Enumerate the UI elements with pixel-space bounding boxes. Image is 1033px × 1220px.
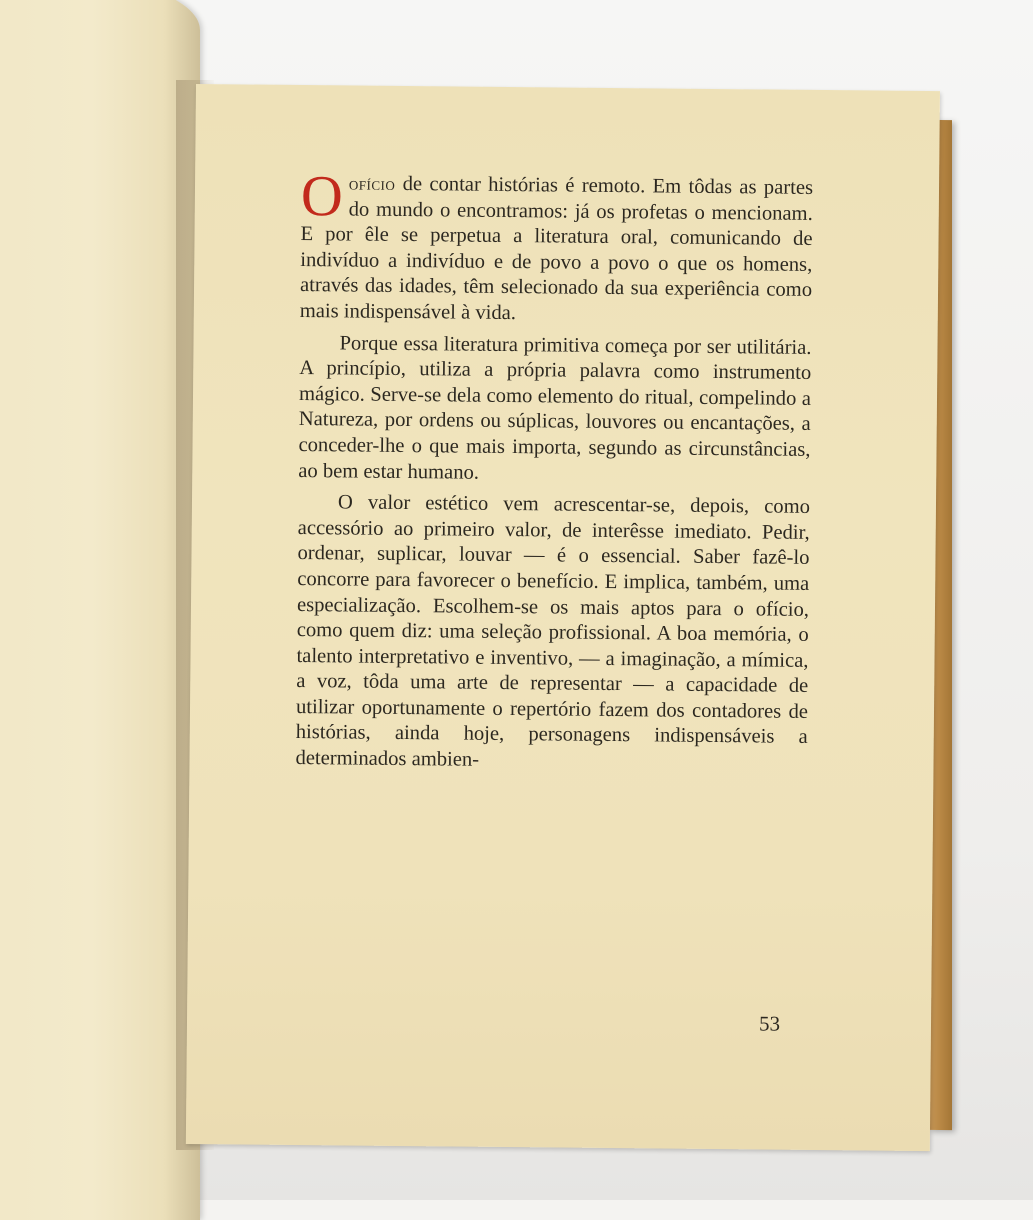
left-page [0, 0, 200, 1220]
page-text [295, 163, 814, 777]
paragraph-text: de contar histórias é remoto. Em tôdas as partes do mundo o encontramos: já os profetas o mencionam. E por êle se perpetua a literatura oral, comunicando de indivíduo a indivíduo e de povo a povo o que os homens, através das idades, têm selecionado da sua experiência como mais indispensável à vida. [299, 172, 814, 325]
paragraph: O valor estético vem acrescentar-se, depois, como accessório ao primeiro valor, de interêsse imediato. Pedir, ordenar, suplicar, louvar — é o essencial. Saber fazê-lo concorre para favorecer o benefício. E implica, também, uma especialização. Escolhem-se os mais aptos para o ofício, como quem diz: uma seleção profissional. A boa memória, o talento interpretativo e inventivo, — a imaginação, a mímica, a voz, tôda uma arte de representar — a capacidade de utilizar oportunamente o repertório fazem dos contadores de histórias, ainda hoje, personagens indispensáveis a determinados ambien- [295, 491, 811, 771]
paragraph: Porque essa literatura primitiva começa por ser utilitária. A princípio, utiliza a própria palavra como instrumento mágico. Serve-se dela como elemento do ritual, compelindo a Natureza, por ordens ou súplicas, louvores ou encantações, a conceder-lhe o que mais importa, segundo as circunstâncias, ao bem estar humano. [298, 331, 812, 484]
opening-word: ofício [348, 173, 396, 194]
right-page [186, 84, 940, 1151]
page-number: 53 [758, 1011, 781, 1036]
drop-cap: O [300, 163, 344, 229]
paragraph [299, 163, 814, 329]
